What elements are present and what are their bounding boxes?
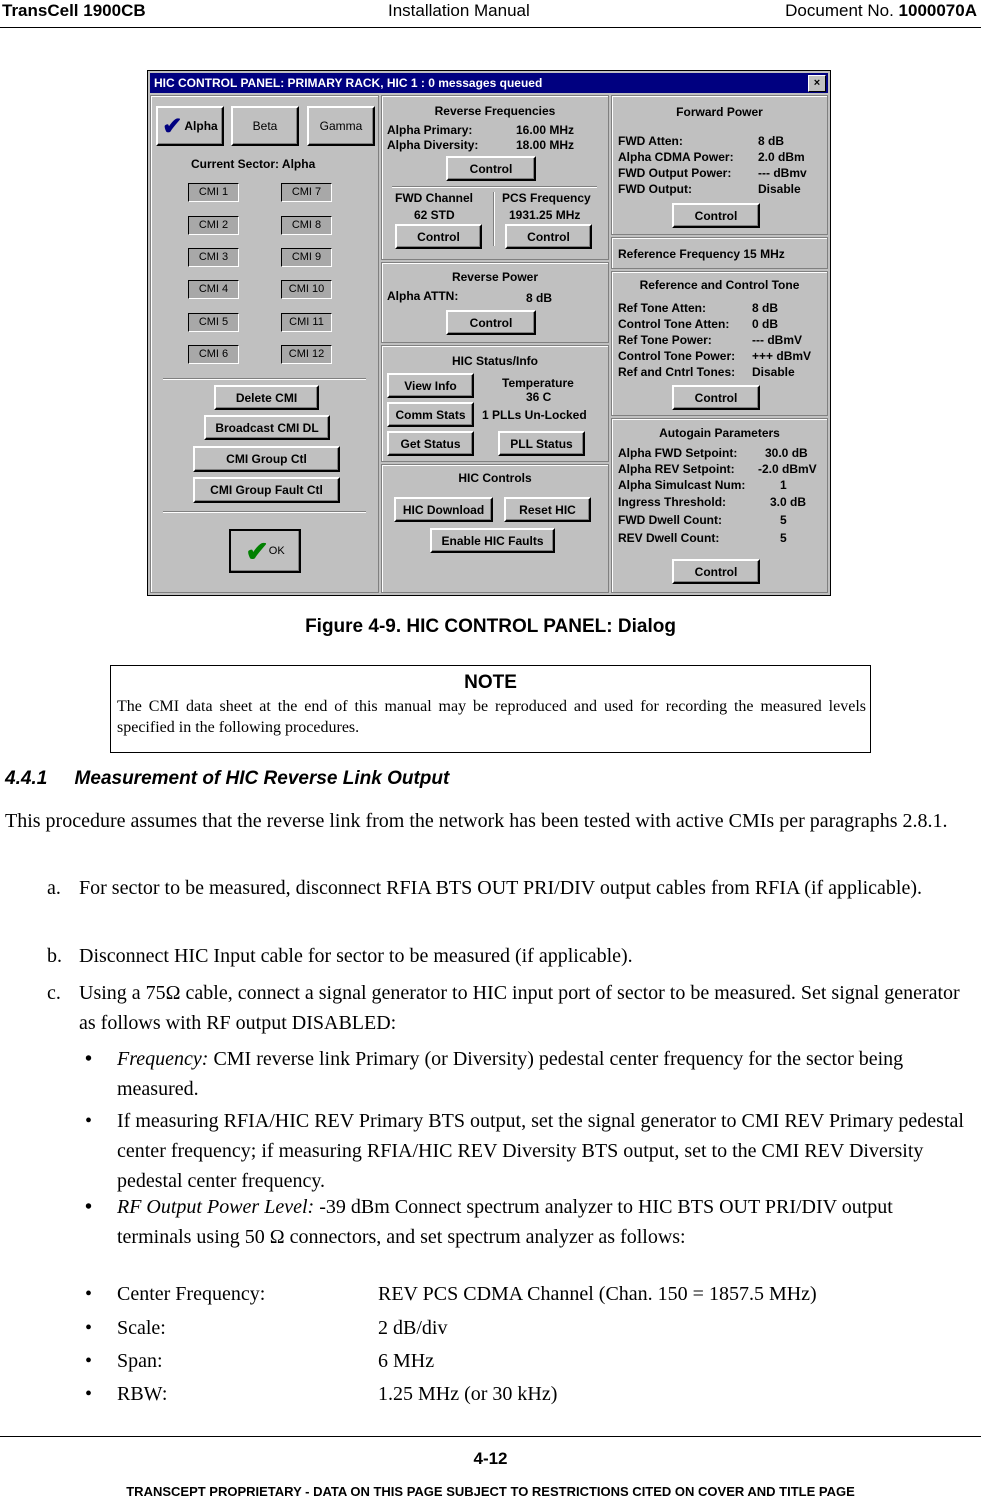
current-sector-label: Current Sector: Alpha — [191, 157, 316, 171]
hic-download-button[interactable]: HIC Download — [394, 497, 493, 522]
ref-tone-power-label: Ref Tone Power: — [618, 333, 712, 347]
broadcast-cmi-dl-button[interactable]: Broadcast CMI DL — [204, 415, 330, 440]
setting-value: 6 MHz — [378, 1350, 435, 1372]
alpha-label: Alpha — [184, 119, 218, 133]
setting-value: REV PCS CDMA Channel (Chan. 150 = 1857.5 MHz) — [378, 1283, 817, 1305]
fwd-output-power-value: --- dBmv — [758, 166, 807, 180]
section-title: Measurement of HIC Reverse Link Output — [74, 768, 450, 789]
temperature-label: Temperature — [502, 376, 574, 390]
reverse-frequencies-panel — [381, 95, 609, 260]
forward-power-title: Forward Power — [676, 105, 763, 119]
checkmark-icon: ✔ — [245, 535, 269, 567]
cmi-10-button[interactable]: CMI 10 — [281, 280, 332, 299]
cmi-3-button[interactable]: CMI 3 — [188, 248, 239, 267]
fwd-output-power-label: FWD Output Power: — [618, 166, 732, 180]
pll-status-button[interactable]: PLL Status — [498, 431, 585, 456]
bullet-icon: • — [85, 1350, 93, 1372]
alpha-diversity-value: 18.00 MHz — [516, 138, 575, 152]
hic-controls-panel — [381, 464, 609, 593]
alpha-simulcast-num-value: 1 — [780, 478, 787, 492]
cmi-4-button[interactable]: CMI 4 — [188, 280, 239, 299]
divider — [163, 511, 366, 513]
note-text: The CMI data sheet at the end of this manual may be reproduced and used for recording the measured levels specified in the following procedures. — [117, 698, 866, 736]
get-status-button[interactable]: Get Status — [387, 431, 474, 456]
cmi-2-button[interactable]: CMI 2 — [188, 216, 239, 235]
dialog-title-bar — [150, 73, 828, 93]
fwd-output-value: Disable — [758, 182, 801, 196]
alpha-attn-label: Alpha ATTN: — [387, 289, 459, 303]
header-product: TransCell 1900CB — [2, 1, 146, 20]
divider — [493, 192, 495, 246]
header-manual: Installation Manual — [388, 1, 530, 20]
alpha-attn-value: 8 dB — [526, 291, 553, 305]
cmi-12-button[interactable]: CMI 12 — [281, 345, 332, 364]
setting-label: Scale: — [117, 1317, 166, 1339]
bullet-icon: • — [85, 1317, 93, 1339]
alpha-diversity-label: Alpha Diversity: — [387, 138, 479, 152]
note-heading: NOTE — [464, 672, 517, 693]
ref-tone-atten-label: Ref Tone Atten: — [618, 301, 706, 315]
fwd-atten-value: 8 dB — [758, 134, 785, 148]
reset-hic-button[interactable]: Reset HIC — [504, 497, 591, 522]
alpha-primary-label: Alpha Primary: — [387, 123, 473, 137]
hic-status-panel — [381, 345, 609, 462]
checkmark-icon: ✔ — [162, 112, 183, 140]
fwd-dwell-count-label: FWD Dwell Count: — [618, 513, 722, 527]
alpha-cdma-power-value: 2.0 dBm — [758, 150, 805, 164]
fwd-channel-title: FWD Channel — [395, 191, 473, 205]
divider — [392, 186, 597, 188]
reference-control-tone-panel — [611, 271, 828, 416]
reference-frequency-panel — [611, 237, 828, 269]
bullet-measuring: If measuring RFIA/HIC REV Primary BTS output, set the signal generator to CMI REV Primary pedestal center frequency; if measuring RFIA/HIC REV Diversity BTS output, set to the CMI REV Diversity pedestal center frequency. — [117, 1110, 964, 1192]
pcs-frequency-control-button[interactable]: Control — [505, 224, 592, 249]
step-text: For sector to be measured, disconnect RFIA BTS OUT PRI/DIV output cables from RFIA (if applicable). — [79, 877, 923, 899]
cmi-group-fault-ctl-button[interactable]: CMI Group Fault Ctl — [193, 477, 340, 503]
setting-label: Span: — [117, 1350, 163, 1372]
comm-stats-button[interactable]: Comm Stats — [387, 402, 474, 427]
page-number: 4-12 — [473, 1449, 508, 1468]
hic-status-title: HIC Status/Info — [452, 354, 538, 368]
view-info-button[interactable]: View Info — [387, 373, 474, 398]
hic-controls-title: HIC Controls — [458, 471, 532, 485]
bullet-icon: • — [85, 1383, 93, 1405]
rev-dwell-count-value: 5 — [780, 531, 787, 545]
page-header — [0, 0, 981, 28]
bullet-icon: • — [85, 1283, 93, 1305]
proprietary-notice: TRANSCEPT PROPRIETARY - DATA ON THIS PAGE SUBJECT TO RESTRICTIONS CITED ON COVER AND TITLE PAGE — [126, 1484, 855, 1499]
setting-value: 1.25 MHz (or 30 kHz) — [378, 1383, 558, 1405]
step-letter: b. — [47, 945, 62, 967]
cmi-1-button[interactable]: CMI 1 — [188, 183, 239, 202]
bullet-label: RF Output Power Level: — [117, 1196, 315, 1218]
pcs-frequency-title: PCS Frequency — [502, 191, 591, 205]
forward-power-control-button[interactable]: Control — [672, 203, 760, 228]
alpha-rev-setpoint-value: -2.0 dBmV — [758, 462, 817, 476]
fwd-dwell-count-value: 5 — [780, 513, 787, 527]
step-text: Disconnect HIC Input cable for sector to be measured (if applicable). — [79, 945, 633, 967]
reverse-frequencies-control-button[interactable]: Control — [446, 156, 536, 181]
rev-dwell-count-label: REV Dwell Count: — [618, 531, 720, 545]
fwd-channel-control-button[interactable]: Control — [395, 224, 482, 249]
bullet-rf-output — [117, 1192, 972, 1252]
ok-button[interactable] — [229, 529, 301, 573]
autogain-parameters-title: Autogain Parameters — [659, 426, 780, 440]
intro-paragraph: This procedure assumes that the reverse link from the network has been tested with active CMIs per paragraphs 2.8.1. — [5, 810, 948, 832]
reference-control-tone-title: Reference and Control Tone — [639, 278, 800, 292]
beta-sector-button[interactable]: Beta — [231, 106, 299, 146]
dialog-title: HIC CONTROL PANEL: PRIMARY RACK, HIC 1 : 0 messages queued — [154, 76, 543, 90]
ref-tone-power-value: --- dBmV — [752, 333, 802, 347]
gamma-sector-button[interactable]: Gamma — [307, 106, 375, 146]
bullet-text: -39 dBm Connect spectrum analyzer to HIC BTS OUT PRI/DIV output terminals using 50 Ω connectors, and set spectrum analyzer as follows: — [117, 1196, 893, 1248]
ref-tone-atten-value: 8 dB — [752, 301, 779, 315]
pll-status-text: 1 PLLs Un-Locked — [482, 408, 587, 422]
footer-divider — [0, 1436, 981, 1437]
reference-frequency-text: Reference Frequency 15 MHz — [618, 247, 785, 261]
ingress-threshold-value: 3.0 dB — [770, 495, 807, 509]
divider — [163, 378, 366, 380]
bullet-text: CMI reverse link Primary (or Diversity) pedestal center frequency for the sector being measured. — [117, 1048, 904, 1100]
ref-cntrl-tones-label: Ref and Cntrl Tones: — [618, 365, 736, 379]
reverse-power-panel — [381, 262, 609, 343]
section-number: 4.4.1 — [5, 768, 48, 789]
control-tone-atten-label: Control Tone Atten: — [618, 317, 730, 331]
alpha-primary-value: 16.00 MHz — [516, 123, 575, 137]
step-text: Using a 75Ω cable, connect a signal generator to HIC input port of sector to be measured. Set signal generator as follows with RF output DISABLED: — [79, 982, 960, 1034]
note-box — [110, 665, 871, 753]
ref-cntrl-tones-value: Disable — [752, 365, 795, 379]
alpha-sector-button[interactable] — [156, 106, 224, 146]
step-letter: c. — [47, 982, 61, 1004]
sector-panel — [150, 95, 379, 593]
figure-caption: Figure 4-9. HIC CONTROL PANEL: Dialog — [305, 616, 676, 637]
reference-tone-control-button[interactable]: Control — [672, 385, 760, 410]
ok-label: OK — [268, 545, 285, 557]
alpha-fwd-setpoint-value: 30.0 dB — [765, 446, 808, 460]
reverse-frequencies-title: Reverse Frequencies — [434, 104, 556, 118]
cmi-9-button[interactable]: CMI 9 — [281, 248, 332, 267]
section-heading — [5, 768, 449, 790]
enable-hic-faults-button[interactable]: Enable HIC Faults — [430, 528, 555, 553]
temperature-value: 36 C — [526, 390, 552, 404]
bullet-label: Frequency: — [117, 1048, 209, 1070]
bullet-icon: • — [85, 1196, 93, 1218]
alpha-simulcast-num-label: Alpha Simulcast Num: — [618, 478, 746, 492]
alpha-fwd-setpoint-label: Alpha FWD Setpoint: — [618, 446, 738, 460]
close-icon[interactable]: × — [808, 75, 826, 92]
setting-label: RBW: — [117, 1383, 168, 1405]
step-letter: a. — [47, 877, 61, 899]
reverse-power-control-button[interactable]: Control — [446, 310, 536, 335]
alpha-cdma-power-label: Alpha CDMA Power: — [618, 150, 734, 164]
header-doc-label: Document No. — [785, 1, 899, 20]
ingress-threshold-label: Ingress Threshold: — [618, 495, 727, 509]
header-document — [785, 1, 977, 21]
cmi-6-button[interactable]: CMI 6 — [188, 345, 239, 364]
pcs-frequency-value: 1931.25 MHz — [509, 208, 581, 222]
fwd-atten-label: FWD Atten: — [618, 134, 683, 148]
autogain-control-button[interactable]: Control — [672, 559, 760, 584]
alpha-rev-setpoint-label: Alpha REV Setpoint: — [618, 462, 735, 476]
cmi-5-button[interactable]: CMI 5 — [188, 313, 239, 332]
hic-control-panel-dialog — [147, 70, 831, 596]
control-tone-power-label: Control Tone Power: — [618, 349, 736, 363]
bullet-frequency — [117, 1044, 972, 1104]
cmi-7-button[interactable]: CMI 7 — [281, 183, 332, 202]
cmi-11-button[interactable]: CMI 11 — [281, 313, 332, 332]
fwd-channel-value: 62 STD — [414, 208, 455, 222]
forward-power-panel — [611, 95, 828, 235]
delete-cmi-button[interactable]: Delete CMI — [214, 385, 319, 410]
bullet-icon: • — [85, 1110, 93, 1132]
autogain-parameters-panel — [611, 418, 828, 593]
control-tone-power-value: +++ dBmV — [752, 349, 812, 363]
setting-label: Center Frequency: — [117, 1283, 266, 1305]
bullet-icon: • — [85, 1048, 93, 1070]
setting-value: 2 dB/div — [378, 1317, 448, 1339]
fwd-output-label: FWD Output: — [618, 182, 692, 196]
control-tone-atten-value: 0 dB — [752, 317, 779, 331]
cmi-group-ctl-button[interactable]: CMI Group Ctl — [193, 446, 340, 472]
header-doc-number: 1000070A — [898, 1, 977, 20]
cmi-8-button[interactable]: CMI 8 — [281, 216, 332, 235]
reverse-power-title: Reverse Power — [451, 270, 539, 284]
